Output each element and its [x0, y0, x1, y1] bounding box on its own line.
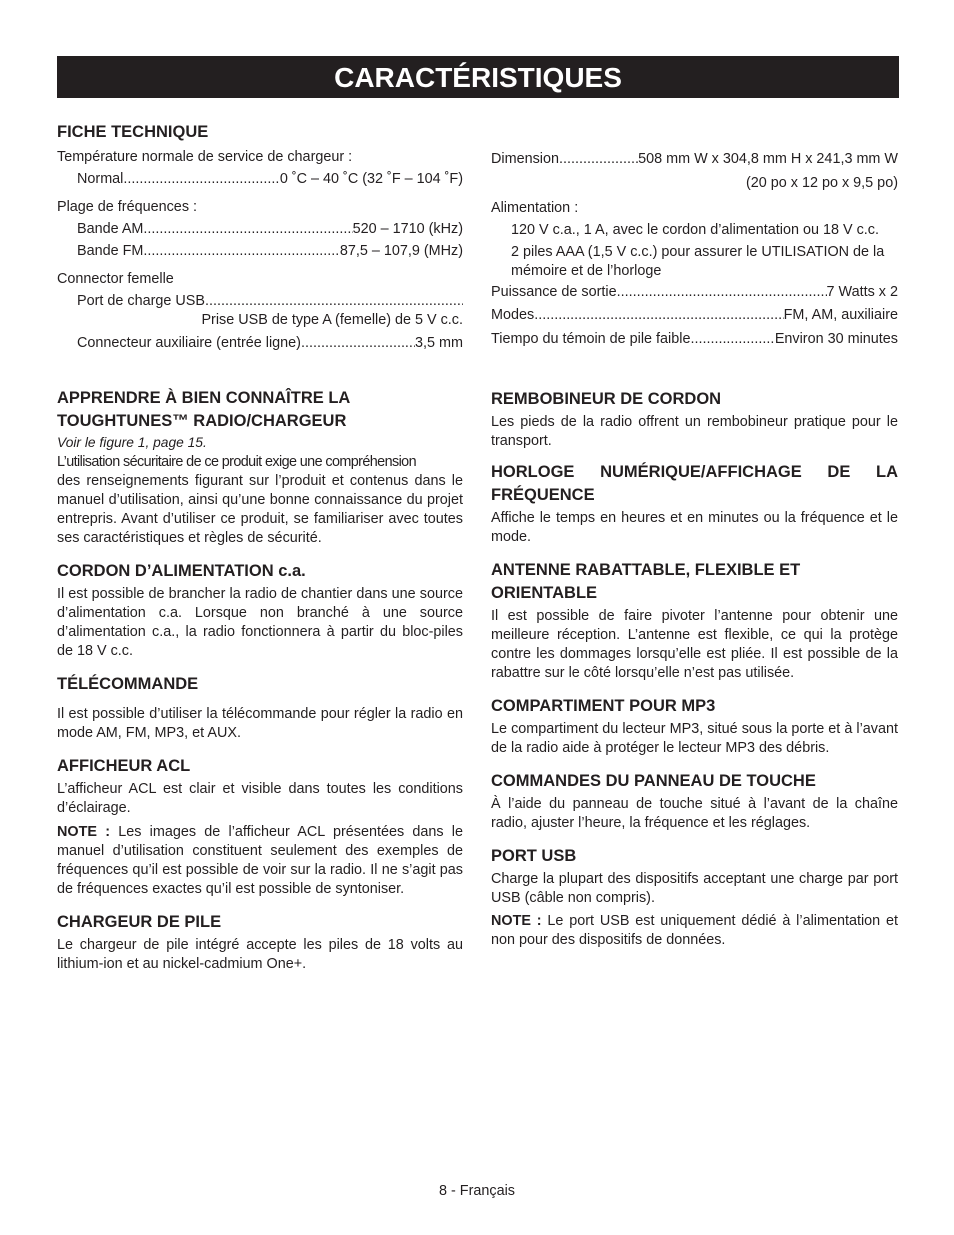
page-footer: 8 - Français — [439, 1183, 515, 1199]
charger-heading: CHARGEUR DE PILE — [57, 913, 222, 931]
specs-right — [491, 150, 898, 349]
modes-row — [491, 306, 898, 325]
learn-body-first-line: L’utilisation sécuritaire de ce produit exige une compréhension — [57, 454, 416, 470]
clock-heading: HORLOGE NUMÉRIQUE/AFFICHAGE DE LA FRÉQUENCE — [491, 463, 898, 504]
learn-ref: Voir le figure 1, page 15. — [57, 435, 207, 450]
modes-value: FM, AM, auxiliaire — [783, 307, 898, 323]
antenna-body: Il est possible de faire pivoter l’antenne pour obtenir une meilleure réception. L’antenne est flexible, ce qui la protège contre les dommages lorsqu’elle est pliée. Il est possible de la rabattre sur le côté lorsqu’elle n’est pas utilisée. — [491, 608, 898, 681]
usb-heading: PORT USB — [491, 847, 577, 865]
specs-heading: FICHE TECHNIQUE — [57, 123, 209, 141]
usb-note-label: NOTE : — [491, 913, 542, 929]
power-line-1: 120 V c.a., 1 A, avec le cordon d’alimentation ou 18 V c.c. — [511, 222, 879, 238]
aux-label: Connecteur auxiliaire (entrée ligne) — [77, 335, 301, 351]
features-left — [57, 387, 463, 974]
specs-left — [57, 121, 463, 353]
remote-body: Il est possible d’utiliser la télécommande pour régler la radio en mode AM, FM, MP3, et AUX. — [57, 706, 463, 741]
temp-normal-value: 0 ˚C – 40 ˚C (32 ˚F – 104 ˚F) — [279, 171, 463, 187]
temp-normal-row — [77, 170, 463, 189]
rewinder-body: Les pieds de la radio offrent un rembobineur pratique pour le transport. — [491, 414, 898, 449]
cord-body: Il est possible de brancher la radio de chantier dans une source d’alimentation c.a. Lorsque non branché à une source d’alimentation c.a., la radio fonctionnera à partir du bloc-piles de 18 V c.c. — [57, 586, 463, 659]
usb-note-body: Le port USB est uniquement dédié à l’alimentation et non pour des dispositifs de données. — [491, 913, 898, 948]
lcd-heading: AFFICHEUR ACL — [57, 757, 191, 775]
aux-value: 3,5 mm — [415, 335, 463, 351]
mp3-body: Le compartiment du lecteur MP3, situé sous la porte et à l’avant de la radio aide à protéger le lecteur MP3 des débris. — [491, 721, 898, 756]
power-line-2: 2 piles AAA (1,5 V c.c.) pour assurer le UTILISATION de la mémoire et de l’horloge — [511, 244, 885, 279]
dimension-imperial: (20 po x 12 po x 9,5 po) — [745, 175, 898, 191]
lcd-body: L’afficheur ACL est clair et visible dans toutes les conditions d’éclairage. — [57, 781, 463, 816]
usb-port-label: Port de charge USB — [77, 293, 205, 309]
fm-label: Bande FM — [77, 243, 144, 259]
am-label: Bande AM — [77, 221, 144, 237]
connector-label: Connector femelle — [57, 271, 174, 287]
output-label: Puissance de sortie — [491, 284, 617, 300]
lcd-note-body: Les images de l’afficheur ACL présentées dans le manuel d’utilisation constituent seulement des exemples de fréquences qu’il est possible de voir sur la radio. Il ne s’agit pas de fréquences exactes qu’il est possible de syntoniser. — [57, 824, 464, 897]
dimension-value: 508 mm W x 304,8 mm H x 241,3 mm W — [638, 151, 898, 167]
remote-heading: TÉLÉCOMMANDE — [57, 675, 199, 693]
lcd-note-label: NOTE : — [57, 824, 110, 840]
page-title: CARACTÉRISTIQUES — [57, 56, 899, 98]
power-label: Alimentation : — [491, 200, 579, 216]
battery-value: Environ 30 minutes — [774, 331, 898, 347]
learn-body: des renseignements figurant sur l’produit et contenus dans le manuel d’utilisation, ainsi qu’une bonne connaissance du projet entrepris. Avant d’utiliser ce produit, se familiariser avec toutes ses caractéristiques et règles de sécurité. — [57, 473, 463, 546]
features-right — [491, 388, 898, 950]
output-value: 7 Watts x 2 — [826, 284, 898, 300]
controls-body: À l’aide du panneau de touche situé à l’avant de la chaîne radio, ajuster l’heure, la fréquence et les réglages. — [491, 796, 898, 831]
dimension-row — [491, 150, 898, 169]
mp3-heading: COMPARTIMENT POUR MP3 — [491, 697, 716, 715]
usb-port-row — [77, 292, 463, 311]
temp-normal-label: Normal — [77, 171, 124, 187]
dimension-label: Dimension — [491, 151, 559, 167]
am-row — [77, 220, 463, 239]
lcd-note — [57, 823, 463, 899]
learn-heading: APPRENDRE À BIEN CONNAÎTRE LA TOUGHTUNES™ RADIO/CHARGEUR — [57, 389, 350, 430]
battery-row — [491, 330, 898, 349]
am-value: 520 – 1710 (kHz) — [352, 221, 463, 237]
fm-row — [77, 242, 463, 261]
aux-row — [77, 334, 463, 353]
usb-body: Charge la plupart des dispositifs acceptant une charge par port USB (câble non compris). — [491, 871, 898, 906]
controls-heading: COMMANDES DU PANNEAU DE TOUCHE — [491, 772, 816, 790]
cord-heading: CORDON D’ALIMENTATION c.a. — [57, 562, 306, 580]
usb-port-value: Prise USB de type A (femelle) de 5 V c.c. — [201, 312, 463, 328]
clock-body: Affiche le temps en heures et en minutes ou la fréquence et le mode. — [491, 510, 898, 545]
rewinder-heading: REMBOBINEUR DE CORDON — [491, 390, 722, 408]
temp-label: Température normale de service de chargeur : — [57, 149, 353, 165]
antenna-heading: ANTENNE RABATTABLE, FLEXIBLE ET ORIENTABLE — [491, 561, 801, 602]
charger-body: Le chargeur de pile intégré accepte les piles de 18 volts au lithium-ion et au nickel-cadmium One+. — [57, 937, 463, 972]
modes-label: Modes — [491, 307, 535, 323]
battery-label: Tiempo du témoin de pile faible — [491, 331, 691, 347]
freq-label: Plage de fréquences : — [57, 199, 198, 215]
usb-note — [491, 912, 898, 950]
fm-value: 87,5 – 107,9 (MHz) — [339, 243, 463, 259]
output-row — [491, 283, 898, 302]
